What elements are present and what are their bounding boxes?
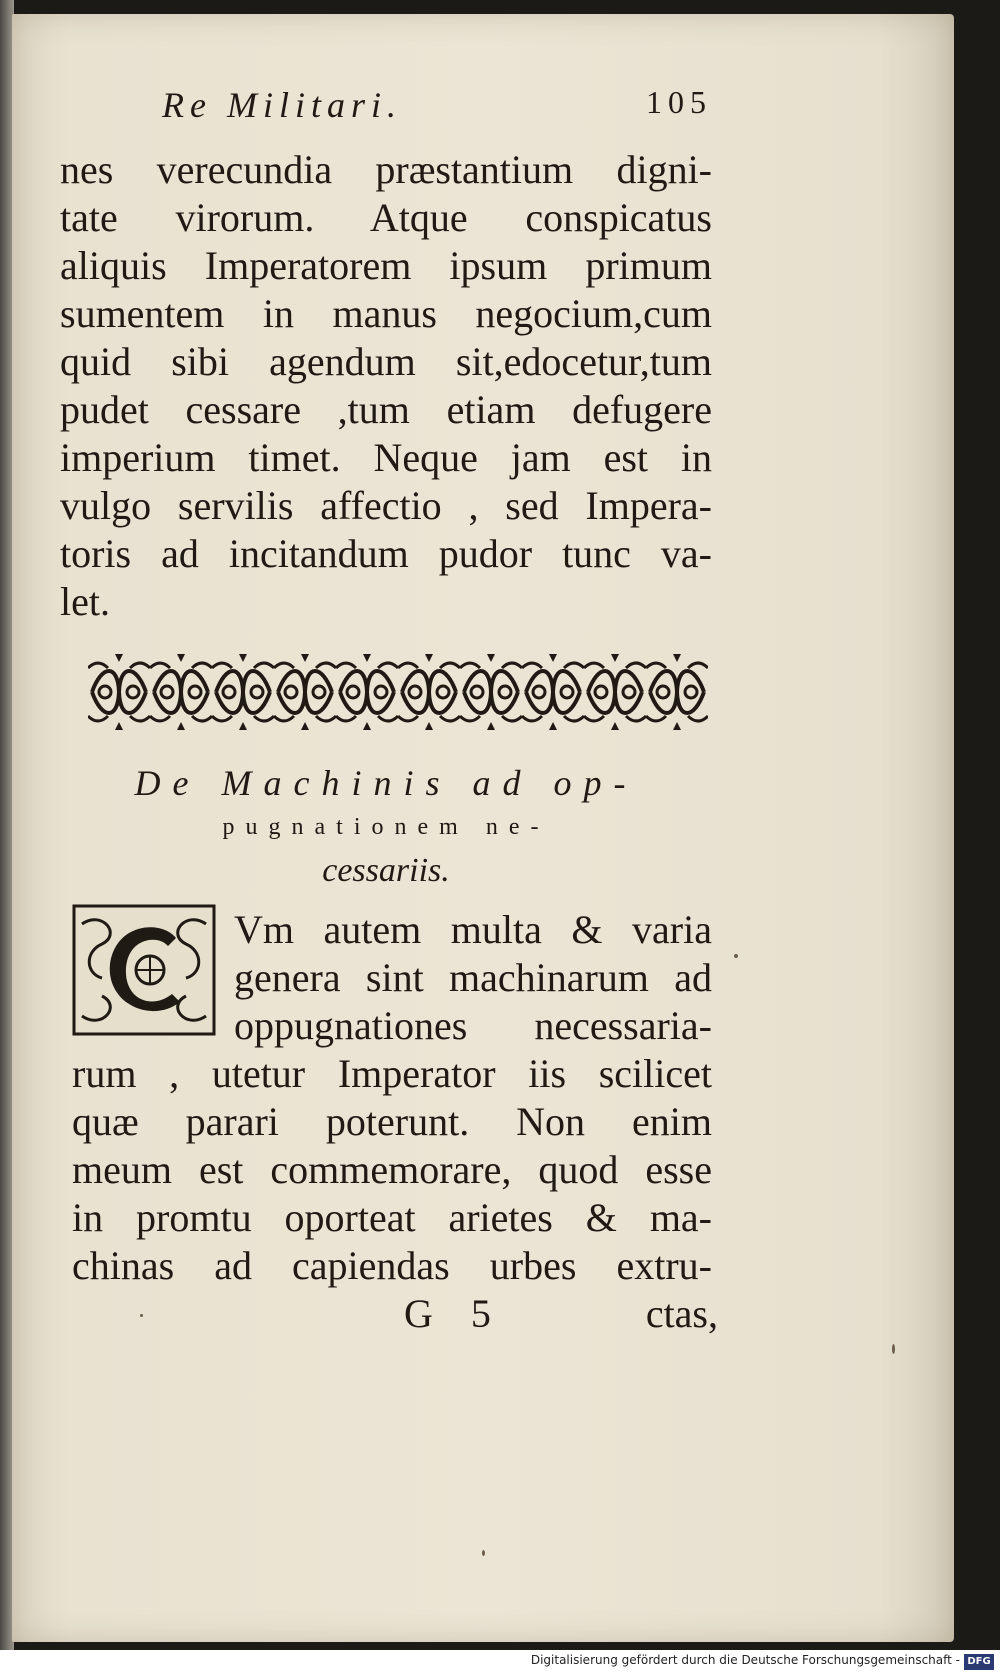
paper-speck [482,1550,485,1556]
page-number: 105 [646,84,712,120]
body-line: quid sibi agendum sit,edocetur,tum [60,339,712,384]
signature-mark: G 5 [404,1291,505,1336]
body-line: sumentem in manus negocium,cum [60,291,712,336]
paper-speck [140,1314,143,1317]
body-line: tate virorum. Atque conspicatus [60,195,712,240]
body-line: imperium timet. Neque jam est in [60,435,712,480]
body-line: aliquis Imperatorem ipsum primum [60,243,712,288]
ornamental-border-band [88,654,708,730]
body-line: let. [60,579,110,624]
footer-credit: Digitalisierung gefördert durch die Deutsche Forschungsgemeinschaft - [530,1653,960,1667]
body-line: toris ad incitandum pudor tunc va- [60,531,712,576]
running-head [60,84,712,134]
body-line: meum est commemorare, quod esse [72,1147,712,1192]
body-line: quæ parari poterunt. Non enim [72,1099,712,1144]
body-line: nes verecundia præstantium digni- [60,147,712,192]
body-line: vulgo servilis affectio , sed Impera- [60,483,712,528]
body-line: Vm autem multa & varia [234,907,712,952]
body-line: in promtu oporteat arietes & ma- [72,1195,712,1240]
paper-speck [892,1344,895,1354]
body-line: oppugnationes necessaria- [234,1003,712,1048]
body-line: pudet cessare ,tum etiam defugere [60,387,712,432]
running-head-title: Re Militari. [162,85,402,125]
body-line: genera sint machinarum ad [234,955,712,1000]
book-page [12,14,954,1642]
dfg-logo: DFG [964,1654,994,1670]
footer-bar [0,1650,1000,1676]
body-line: chinas ad capiendas urbes extru- [72,1243,712,1288]
chapter-heading-line-1: De Machinis ad op- [134,763,638,803]
paper-speck [734,954,738,958]
chapter-heading-line-3: cessariis. [322,852,450,889]
decorated-initial-c [72,904,216,1036]
catchword: ctas, [645,1291,718,1336]
body-line: rum , utetur Imperator iis scilicet [72,1051,712,1096]
chapter-heading-line-2: pugnationem ne- [222,814,550,840]
